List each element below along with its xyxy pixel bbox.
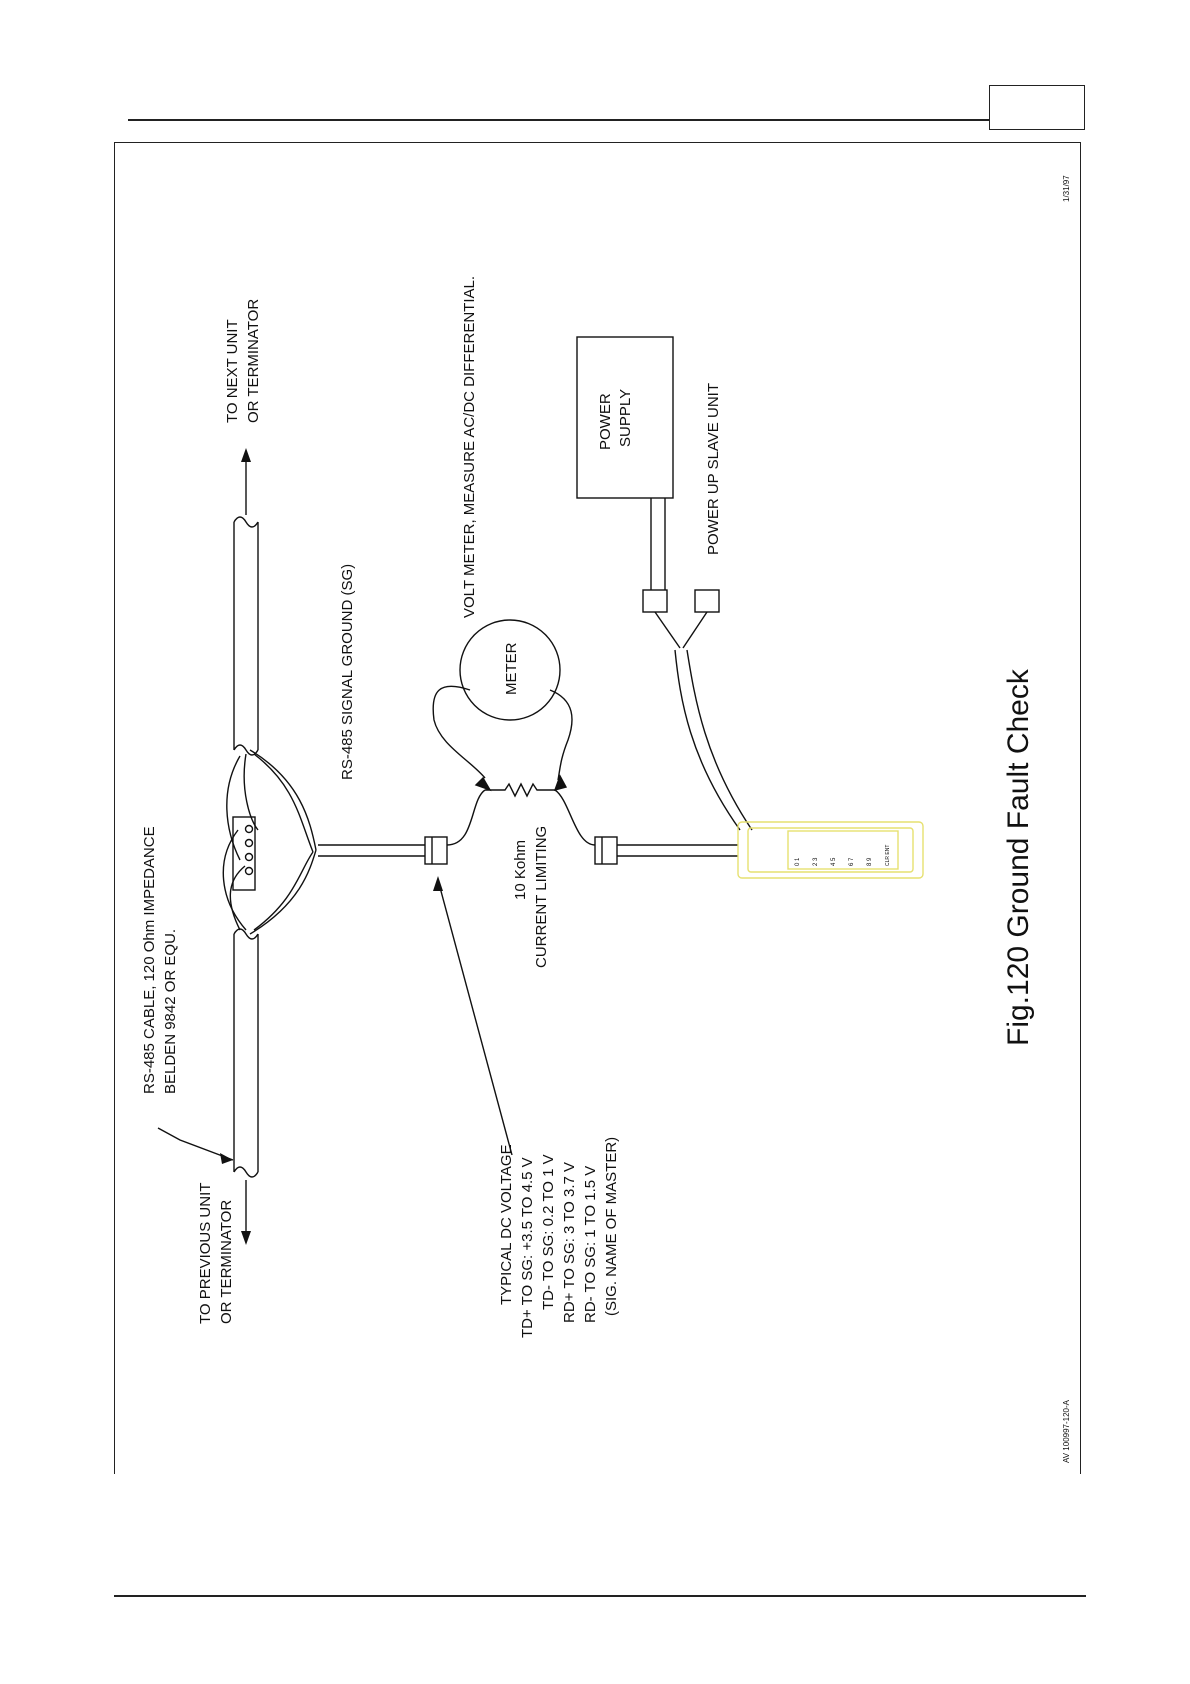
cable-leader-head xyxy=(220,1153,233,1164)
date-stamp: 1/31/97 xyxy=(1062,175,1071,202)
drawing-id: AV 100997-120-A xyxy=(1062,1399,1071,1463)
figure-caption: Fig.120 Ground Fault Check xyxy=(1002,669,1035,1046)
key-clr-ent: CLR ENT xyxy=(885,844,891,866)
meter-label: METER xyxy=(503,642,520,695)
typical-voltage-td-minus: TD- TO SG: 0.2 TO 1 V xyxy=(540,1154,557,1310)
slave-keypad xyxy=(738,822,923,878)
to-next-unit-line2: OR TERMINATOR xyxy=(245,298,262,423)
to-previous-unit-line1: TO PREVIOUS UNIT xyxy=(197,1182,214,1324)
arrow-head-previous xyxy=(241,1231,251,1245)
key-0-1: 0 1 xyxy=(795,857,801,866)
plug-2 xyxy=(695,590,719,612)
key-2-3: 2 3 xyxy=(813,857,819,866)
keypad-keys xyxy=(795,845,891,866)
cable-label-line1: RS-485 CABLE, 120 Ohm IMPEDANCE xyxy=(141,826,158,1094)
typical-voltage-title: TYPICAL DC VOLTAGE xyxy=(498,1144,515,1305)
signal-ground-label: RS-485 SIGNAL GROUND (SG) xyxy=(339,563,356,780)
volt-meter-label: VOLT METER, MEASURE AC/DC DIFFERENTIAL. xyxy=(461,276,478,618)
cable-segment-lower xyxy=(234,929,258,1177)
key-4-5: 4 5 xyxy=(831,857,837,866)
probe-lead-b xyxy=(550,690,572,780)
resistor xyxy=(485,784,555,796)
to-previous-unit-line2: OR TERMINATOR xyxy=(218,1199,235,1324)
junction-block xyxy=(223,750,316,934)
probe-tip-b xyxy=(555,776,566,790)
power-supply-line1: POWER xyxy=(597,393,614,450)
to-next-unit-line1: TO NEXT UNIT xyxy=(224,319,241,423)
typical-voltage-rd-minus: RD- TO SG: 1 TO 1.5 V xyxy=(582,1165,599,1323)
connector-2 xyxy=(595,837,617,864)
plug-1 xyxy=(643,590,667,612)
connector-1 xyxy=(425,837,447,864)
probe-tip-a xyxy=(476,778,490,790)
cable-segment-upper xyxy=(234,517,258,755)
probe-lead-a xyxy=(433,686,485,778)
typical-voltage-rd-plus: RD+ TO SG: 3 TO 3.7 V xyxy=(561,1161,578,1323)
arrow-head-next xyxy=(241,448,251,462)
wire-from-resistor xyxy=(555,790,595,845)
wire-to-resistor-a xyxy=(447,790,485,845)
typical-voltage-note: (SIG. NAME OF MASTER) xyxy=(603,1136,620,1316)
key-8-9: 8 9 xyxy=(867,857,873,866)
power-supply-line2: SUPPLY xyxy=(617,388,634,447)
cable-label-line2: BELDEN 9842 OR EQU. xyxy=(162,928,179,1094)
voltage-label-leader xyxy=(438,880,512,1155)
voltage-leader-head xyxy=(433,876,443,891)
power-cable-b xyxy=(687,650,752,830)
resistor-label-line2: CURRENT LIMITING xyxy=(533,825,550,968)
key-6-7: 6 7 xyxy=(849,857,855,866)
power-up-label: POWER UP SLAVE UNIT xyxy=(705,383,722,555)
typical-voltage-td-plus: TD+ TO SG: +3.5 TO 4.5 V xyxy=(519,1157,536,1338)
resistor-label-line1: 10 Kohm xyxy=(512,839,529,900)
